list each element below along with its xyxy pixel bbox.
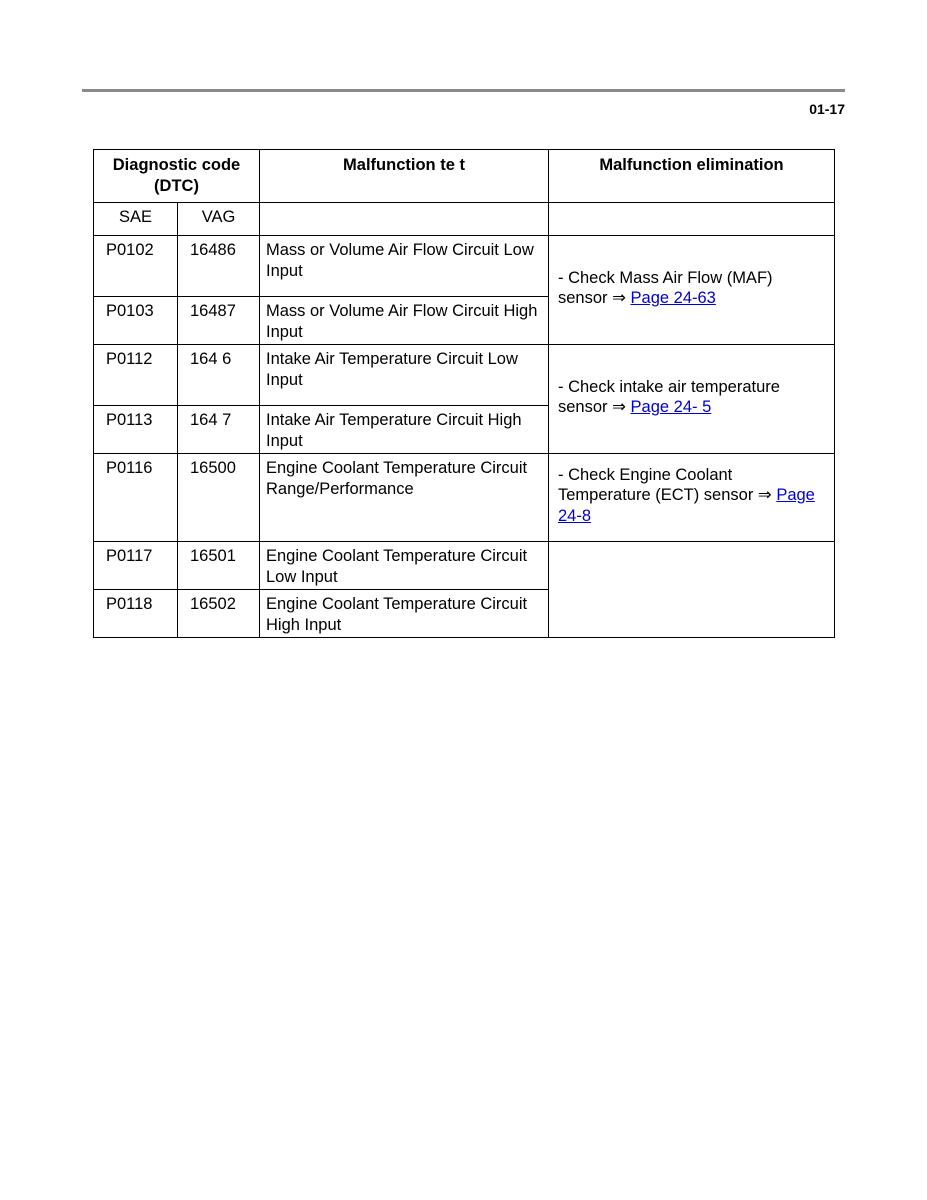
- vag-code: 16502: [178, 590, 260, 638]
- sae-code: P0118: [94, 590, 178, 638]
- table-subheader-row: [94, 203, 835, 236]
- malfunction-text: Mass or Volume Air Flow Circuit Low Input: [260, 236, 549, 297]
- malfunction-elimination: [549, 236, 835, 345]
- malfunction-elimination: [549, 345, 835, 454]
- malfunction-text: Intake Air Temperature Circuit High Input: [260, 406, 549, 454]
- sae-code: P0112: [94, 345, 178, 406]
- elimination-text: - Check intake air temperature sensor ⇒: [558, 377, 780, 416]
- malfunction-text: Mass or Volume Air Flow Circuit High Input: [260, 297, 549, 345]
- vag-code: 16501: [178, 542, 260, 590]
- dtc-table: [93, 149, 835, 638]
- malfunction-elimination-empty: [549, 542, 835, 638]
- table-row: [94, 345, 835, 406]
- vag-code: 16486: [178, 236, 260, 297]
- malfunction-text: Engine Coolant Temperature Circuit Low Input: [260, 542, 549, 590]
- malfunction-text: Intake Air Temperature Circuit Low Input: [260, 345, 549, 406]
- table-header-row: [94, 150, 835, 203]
- elimination-text: - Check Mass Air Flow (MAF) sensor ⇒: [558, 268, 773, 307]
- header-malfunction-elimination: Malfunction elimination: [549, 150, 835, 203]
- sae-code: P0102: [94, 236, 178, 297]
- subheader-vag: VAG: [178, 203, 260, 236]
- vag-code: 164 6: [178, 345, 260, 406]
- table-row: [94, 236, 835, 297]
- vag-code: 16500: [178, 454, 260, 542]
- header-malfunction-text: Malfunction te t: [260, 150, 549, 203]
- page-link[interactable]: Page 24-8: [558, 486, 815, 525]
- header-diagnostic-code: Diagnostic code (DTC): [94, 150, 260, 203]
- sae-code: P0113: [94, 406, 178, 454]
- vag-code: 16487: [178, 297, 260, 345]
- malfunction-elimination: [549, 454, 835, 542]
- top-rule: [82, 89, 845, 92]
- subheader-empty: [549, 203, 835, 236]
- page-number: 01-17: [809, 101, 845, 117]
- subheader-empty: [260, 203, 549, 236]
- subheader-sae: SAE: [94, 203, 178, 236]
- malfunction-text: Engine Coolant Temperature Circuit Range/Performance: [260, 454, 549, 542]
- vag-code: 164 7: [178, 406, 260, 454]
- sae-code: P0116: [94, 454, 178, 542]
- malfunction-text: Engine Coolant Temperature Circuit High Input: [260, 590, 549, 638]
- sae-code: P0117: [94, 542, 178, 590]
- sae-code: P0103: [94, 297, 178, 345]
- page-link[interactable]: Page 24-63: [630, 289, 716, 307]
- elimination-text: - Check Engine Coolant Temperature (ECT) sensor ⇒: [558, 465, 777, 505]
- table-row: [94, 454, 835, 542]
- page-link[interactable]: Page 24- 5: [630, 398, 712, 416]
- table-row: [94, 542, 835, 590]
